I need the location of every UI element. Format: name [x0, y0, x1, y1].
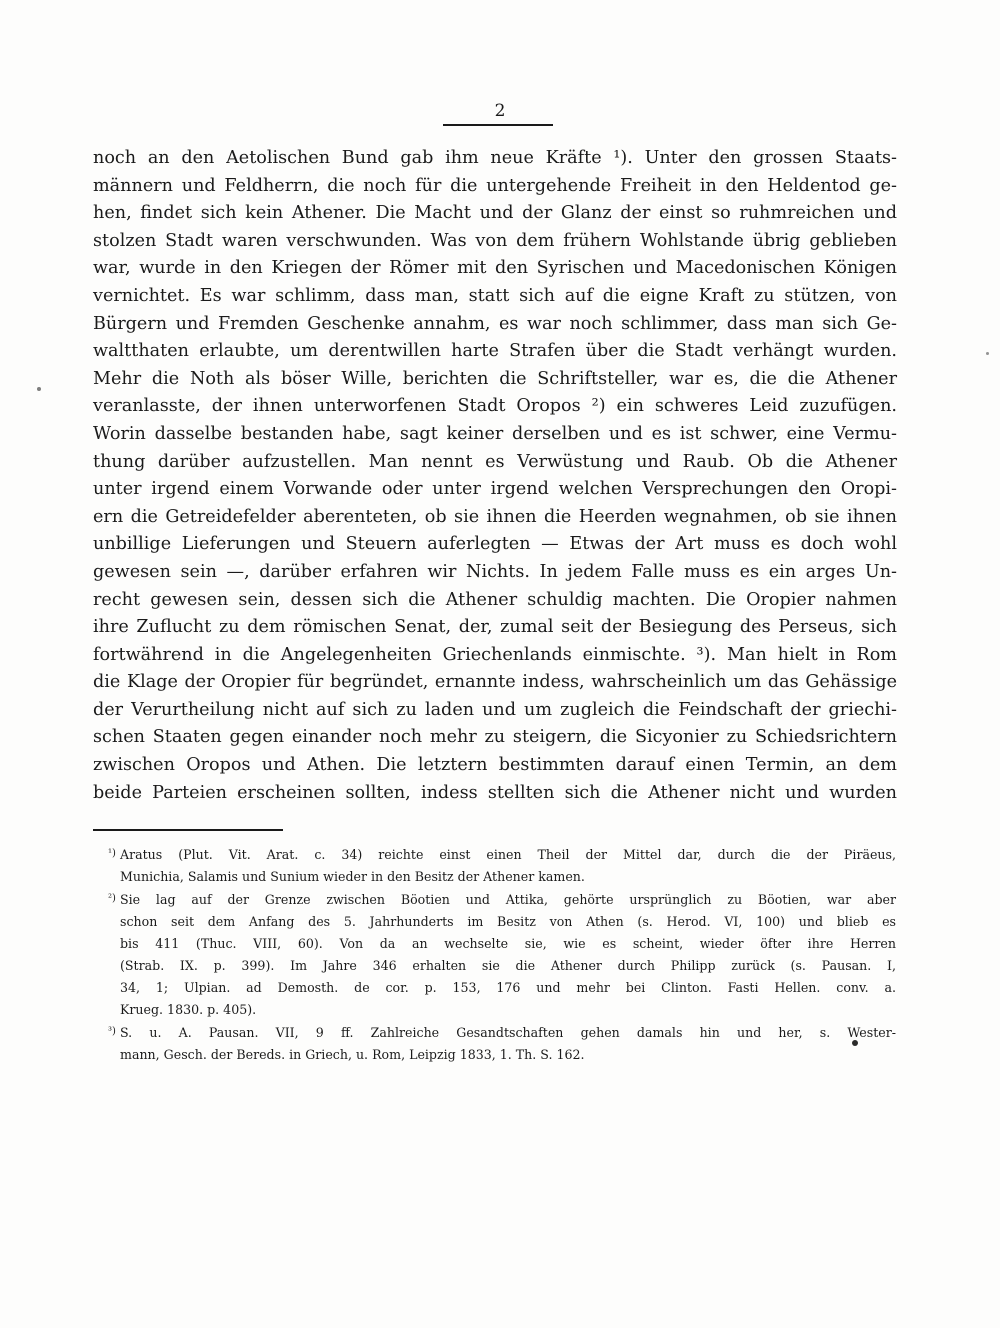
footnote-text: schon seit dem Anfang des 5. Jahrhunderts im Besitz von Athen (s. Herod. VI, 100) und blieb es	[120, 914, 896, 929]
text-line: die Klage der Oropier für begründet, ernannte indess, wahrscheinlich um das Gehässige	[93, 672, 897, 693]
text-line: der Verurtheilung nicht auf sich zu laden und um zugleich die Feindschaft der griechi-	[93, 699, 897, 720]
footnote-text: mann, Gesch. der Bereds. in Griech, u. Rom, Leipzig 1833, 1. Th. S. 162.	[120, 1047, 585, 1062]
footnote-rule	[93, 829, 283, 831]
text-line: thung darüber aufzustellen. Man nennt es Verwüstung und Raub. Ob die Athener	[93, 451, 897, 472]
text-line: Mehr die Noth als böser Wille, berichten die Schriftsteller, war es, die die Athener	[93, 368, 897, 389]
text-line: war, wurde in den Kriegen der Römer mit den Syrischen und Macedonischen Königen	[93, 258, 897, 279]
scan-speck	[852, 1040, 858, 1046]
text-line: männern und Feldherrn, die noch für die untergehende Freiheit in den Heldentod ge-	[93, 175, 897, 196]
footnote-text: S. u. A. Pausan. VII, 9 ff. Zahlreiche Gesandtschaften gehen damals hin und her, s. Wester-	[120, 1025, 896, 1040]
footnote-marker: ³)	[108, 1026, 116, 1037]
footnote-text: Aratus (Plut. Vit. Arat. c. 34) reichte einst einen Theil der Mittel dar, durch die der Piräeus,	[120, 847, 896, 862]
text-line: ern die Getreidefelder aberenteten, ob sie ihnen die Heerden wegnahmen, ob sie ihnen	[93, 506, 897, 527]
text-line: vernichtet. Es war schlimm, dass man, statt sich auf die eigne Kraft zu stützen, von	[93, 285, 897, 306]
text-line: Bürgern und Fremden Geschenke annahm, es war noch schlimmer, dass man sich Ge-	[93, 313, 897, 334]
text-line: gewesen sein —, darüber erfahren wir Nichts. In jedem Falle muss es ein arges Un-	[93, 561, 897, 582]
text-line: noch an den Aetolischen Bund gab ihm neue Kräfte ¹). Unter den grossen Staats-	[93, 148, 897, 168]
footnote-marker: ¹)	[108, 848, 116, 859]
footnote-text: Sie lag auf der Grenze zwischen Böotien und Attika, gehörte ursprünglich zu Böotien, war aber	[120, 892, 896, 907]
text-line: Worin dasselbe bestanden habe, sagt keiner derselben und es ist schwer, eine Vermu-	[93, 423, 897, 444]
scan-speck	[986, 352, 989, 355]
page-number-rule	[443, 124, 553, 126]
text-line: schen Staaten gegen einander noch mehr zu steigern, die Sicyonier zu Schiedsrichtern	[93, 727, 897, 748]
page-number: 2	[494, 101, 506, 121]
text-line: beide Parteien erscheinen sollten, indess stellten sich die Athener nicht und wurden	[93, 782, 897, 803]
footnote-2	[108, 888, 896, 1021]
text-line: unter irgend einem Vorwande oder unter irgend welchen Versprechungen den Oropi-	[93, 479, 897, 500]
text-line: fortwährend in die Angelegenheiten Griechenlands einmischte. ³). Man hielt in Rom	[93, 644, 897, 665]
text-line: veranlasste, der ihnen unterworfenen Stadt Oropos ²) ein schweres Leid zuzufügen.	[93, 396, 897, 417]
footnote-3	[108, 1021, 896, 1066]
footnote-text: 34, 1; Ulpian. ad Demosth. de cor. p. 153, 176 und mehr bei Clinton. Fasti Hellen. conv. a.	[120, 980, 896, 995]
footnote-text: bis 411 (Thuc. VIII, 60). Von da an wechselte sie, wie es scheint, wieder öfter ihre Herren	[120, 936, 896, 951]
text-line: waltthaten erlaubte, um derentwillen harte Strafen über die Stadt verhängt wurden.	[93, 341, 897, 362]
text-line: recht gewesen sein, dessen sich die Athener schuldig machten. Die Oropier nahmen	[93, 589, 897, 610]
footnote-text: Krueg. 1830. p. 405).	[120, 1002, 257, 1017]
text-line: stolzen Stadt waren verschwunden. Was von dem frühern Wohlstande übrig geblieben	[93, 230, 897, 251]
text-line: ihre Zuflucht zu dem römischen Senat, der, zumal seit der Besiegung des Perseus, sich	[93, 617, 897, 638]
footnotes	[108, 843, 896, 1066]
text-line: zwischen Oropos und Athen. Die letztern bestimmten darauf einen Termin, an dem	[93, 755, 897, 776]
footnote-text: Munichia, Salamis und Sunium wieder in den Besitz der Athener kamen.	[120, 869, 585, 884]
footnote-text: (Strab. IX. p. 399). Im Jahre 346 erhalten sie die Athener durch Philipp zurück (s. Pausan. I,	[120, 958, 896, 973]
body-text	[93, 145, 897, 807]
footnote-1	[108, 843, 896, 888]
text-line: unbillige Lieferungen und Steuern auferlegten — Etwas der Art muss es doch wohl	[93, 534, 897, 555]
scan-speck	[37, 387, 41, 391]
footnote-marker: ²)	[108, 893, 116, 904]
text-line: hen, findet sich kein Athener. Die Macht und der Glanz der einst so ruhmreichen und	[93, 203, 897, 224]
